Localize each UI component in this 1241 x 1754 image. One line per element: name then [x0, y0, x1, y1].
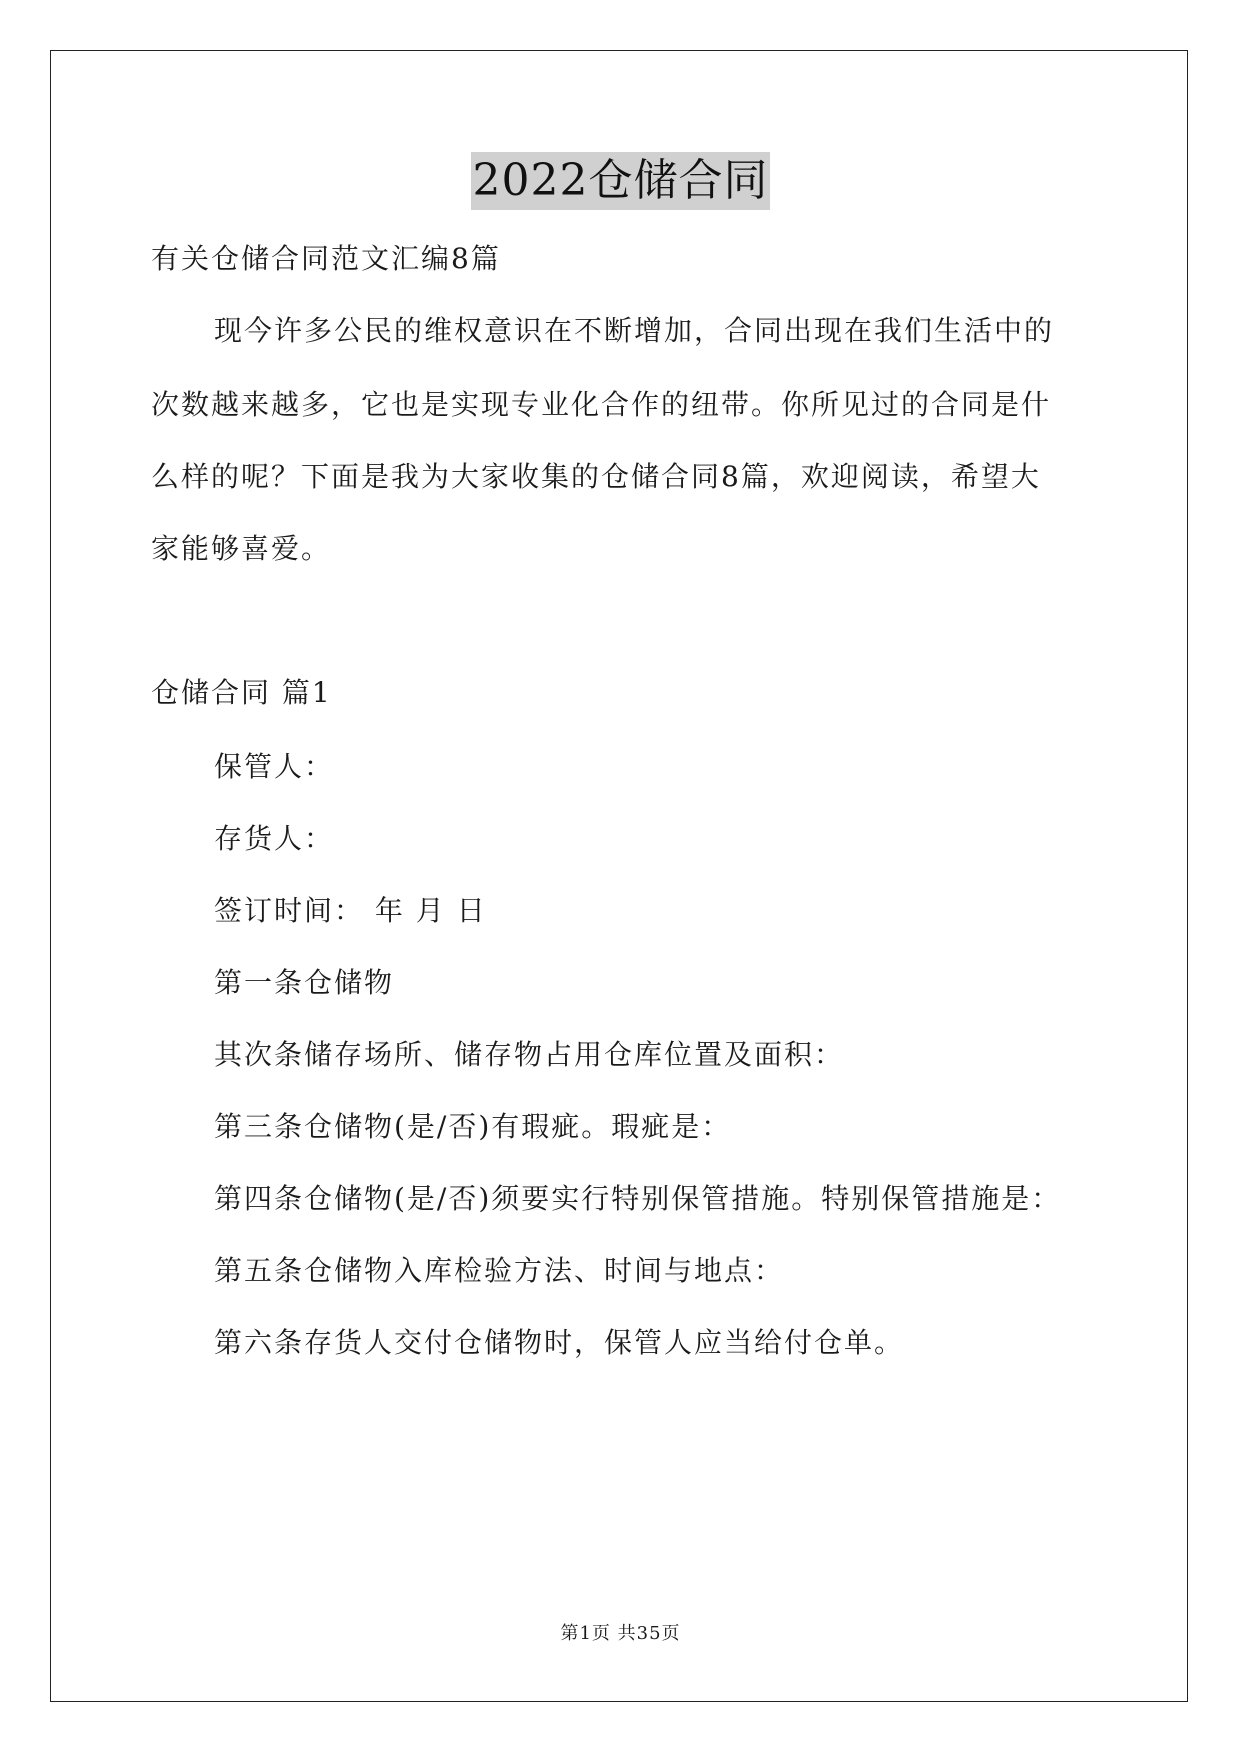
- intro-line-4: 家能够喜爱。: [151, 532, 332, 565]
- clause-2: 其次条储存场所、储存物占用仓库位置及面积：: [214, 1038, 845, 1071]
- clause-1: 第一条仓储物: [214, 966, 395, 999]
- clause-6: 第六条存货人交付仓储物时，保管人应当给付仓单。: [214, 1326, 905, 1359]
- clause-3: 第三条仓储物(是/否)有瑕疵。瑕疵是：: [214, 1110, 732, 1143]
- signing-time-field: 签订时间： 年 月 日: [214, 894, 487, 927]
- clause-5: 第五条仓储物入库检验方法、时间与地点：: [214, 1254, 785, 1287]
- page-border: [50, 50, 1188, 1702]
- intro-line-1: 现今许多公民的维权意识在不断增加，合同出现在我们生活中的: [214, 314, 1055, 347]
- title-container: [0, 152, 1241, 210]
- section-heading: 仓储合同 篇1: [151, 676, 332, 709]
- intro-line-2: 次数越来越多，它也是实现专业化合作的纽带。你所见过的合同是什: [151, 388, 1052, 421]
- subtitle: 有关仓储合同范文汇编8篇: [151, 242, 501, 275]
- document-title: 2022仓储合同: [471, 152, 771, 210]
- custodian-field: 保管人：: [214, 750, 335, 783]
- intro-line-3: 么样的呢？下面是我为大家收集的仓储合同8篇，欢迎阅读，希望大: [151, 460, 1041, 493]
- clause-4: 第四条仓储物(是/否)须要实行特别保管措施。特别保管措施是：: [214, 1182, 1062, 1215]
- depositor-field: 存货人：: [214, 822, 335, 855]
- page-footer: 第1页 共35页: [560, 1623, 681, 1644]
